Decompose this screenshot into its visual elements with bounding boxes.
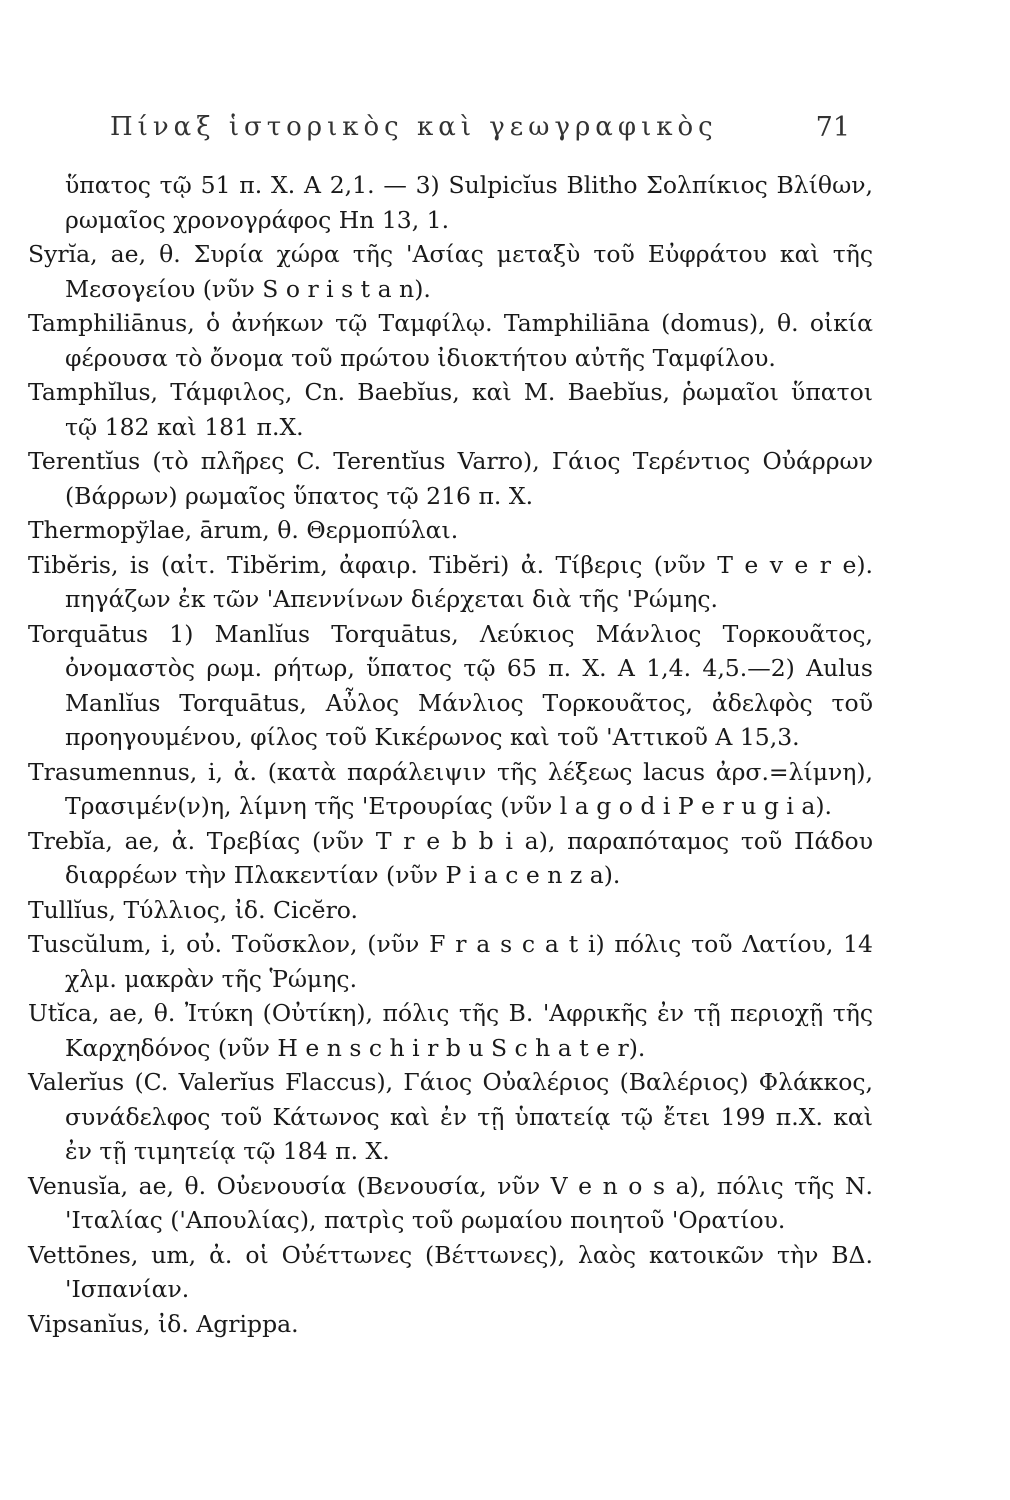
entry: Tibĕris, is (αἰτ. Tibĕrim, ἀφαιρ. Tibĕri) ἀ. Τίβερις (νῦν T e v e r e). πηγάζων ἐκ τῶν 'Απεννίνων διέρχεται διὰ τῆς 'Ρώμης. xyxy=(28,550,873,613)
running-title: Πίναξ ἱστορικὸς καὶ γεωγραφικὸς xyxy=(110,112,718,142)
entry: Vipsanĭus, ἰδ. Agrippa. xyxy=(28,1309,299,1338)
entry: Terentĭus (τὸ πλῆρες C. Terentĭus Varro), Γάιος Τερέντιος Οὐάρρων (Βάρρων) ρωμαῖος ὕπατος τῷ 216 π. Χ. xyxy=(28,447,873,510)
entry: Utĭca, ae, θ. Ἰτύκη (Οὐτίκη), πόλις τῆς Β. 'Αφρικῆς ἐν τῇ περιοχῇ τῆς Καρχηδόνος (νῦν H e n s c h i r b u S c h a t e r). xyxy=(28,999,873,1062)
entry: Tamphĭlus, Τάμφιλος, Cn. Baebĭus, καὶ M. Baebĭus, ῥωμαῖοι ὕπατοι τῷ 182 καὶ 181 π.Χ. xyxy=(28,378,873,441)
page-number: 71 xyxy=(815,112,850,143)
entry: Trebĭa, ae, ἀ. Τρεβίας (νῦν T r e b b i a), παραπόταμος τοῦ Πάδου διαρρέων τὴν Πλακεντίαν (νῦν P i a c e n z a). xyxy=(28,826,873,889)
entry: ὕπατος τῷ 51 π. Χ. Α 2,1. — 3) Sulpicĭus Blitho Σολπίκιος Βλίθων, ρωμαῖος χρονογράφος Hn 13, 1. xyxy=(65,171,873,234)
entry: Trasumennus, i, ἀ. (κατὰ παράλειψιν τῆς λέξεως lacus ἀρσ.=λίμνη), Τρασιμέν(ν)η, λίμνη τῆς 'Ετρουρίας (νῦν l a g o d i P e r u g i a). xyxy=(28,757,873,820)
entry: Tamphiliānus, ὁ ἀνήκων τῷ Ταμφίλῳ. Tamphiliāna (domus), θ. οἰκία φέρουσα τὸ ὄνομα τοῦ πρώτου ἰδιοκτήτου αὐτῆς Ταμφίλου. xyxy=(28,309,873,372)
entry: Thermopўlae, ārum, θ. Θερμοπύλαι. xyxy=(28,516,459,544)
entries-list xyxy=(28,168,873,1341)
entry: Tuscŭlum, i, οὐ. Τοῦσκλον, (νῦν F r a s c a t i) πόλις τοῦ Λατίου, 14 χλμ. μακρὰν τῆς Ῥώμης. xyxy=(28,930,873,993)
entry: Valerĭus (C. Valerĭus Flaccus), Γάιος Οὐαλέριος (Βαλέριος) Φλάκκος, συνάδελφος τοῦ Κάτωνος καὶ ἐν τῇ ὑπατείᾳ τῷ ἔτει 199 π.Χ. καὶ ἐν τῇ τιμητείᾳ τῷ 184 π. Χ. xyxy=(28,1068,873,1165)
entry: Venusĭa, ae, θ. Οὐενουσία (Βενουσία, νῦν V e n o s a), πόλις τῆς Ν. 'Ιταλίας ('Απουλίας), πατρὶς τοῦ ρωμαίου ποιητοῦ 'Ορατίου. xyxy=(28,1171,873,1234)
entry: Tullĭus, Τύλλιος, ἰδ. Cicĕro. xyxy=(28,895,359,924)
entry: Vettōnes, um, ἀ. οἱ Οὐέττωνες (Βέττωνες), λαὸς κατοικῶν τὴν ΒΔ. 'Ισπανίαν. xyxy=(28,1240,873,1303)
entry: Torquātus 1) Manlĭus Torquātus, Λεύκιος Μάνλιος Τορκουᾶτος, ὀνομαστὸς ρωμ. ρήτωρ, ὕπατος τῷ 65 π. Χ. Α 1,4. 4,5.—2) Aulus Manlĭus Torquātus, Αὖλος Μάνλιος Τορκουᾶτος, ἀδελφὸς τοῦ προηγουμένου, φίλος τοῦ Κικέρωνος καὶ τοῦ 'Αττικοῦ Α 15,3. xyxy=(28,619,873,751)
page-header xyxy=(110,112,850,152)
entry: Syrĭa, ae, θ. Συρία χώρα τῆς 'Ασίας μεταξὺ τοῦ Εὐφράτου καὶ τῆς Μεσογείου (νῦν S o r i s t a n). xyxy=(28,240,873,303)
